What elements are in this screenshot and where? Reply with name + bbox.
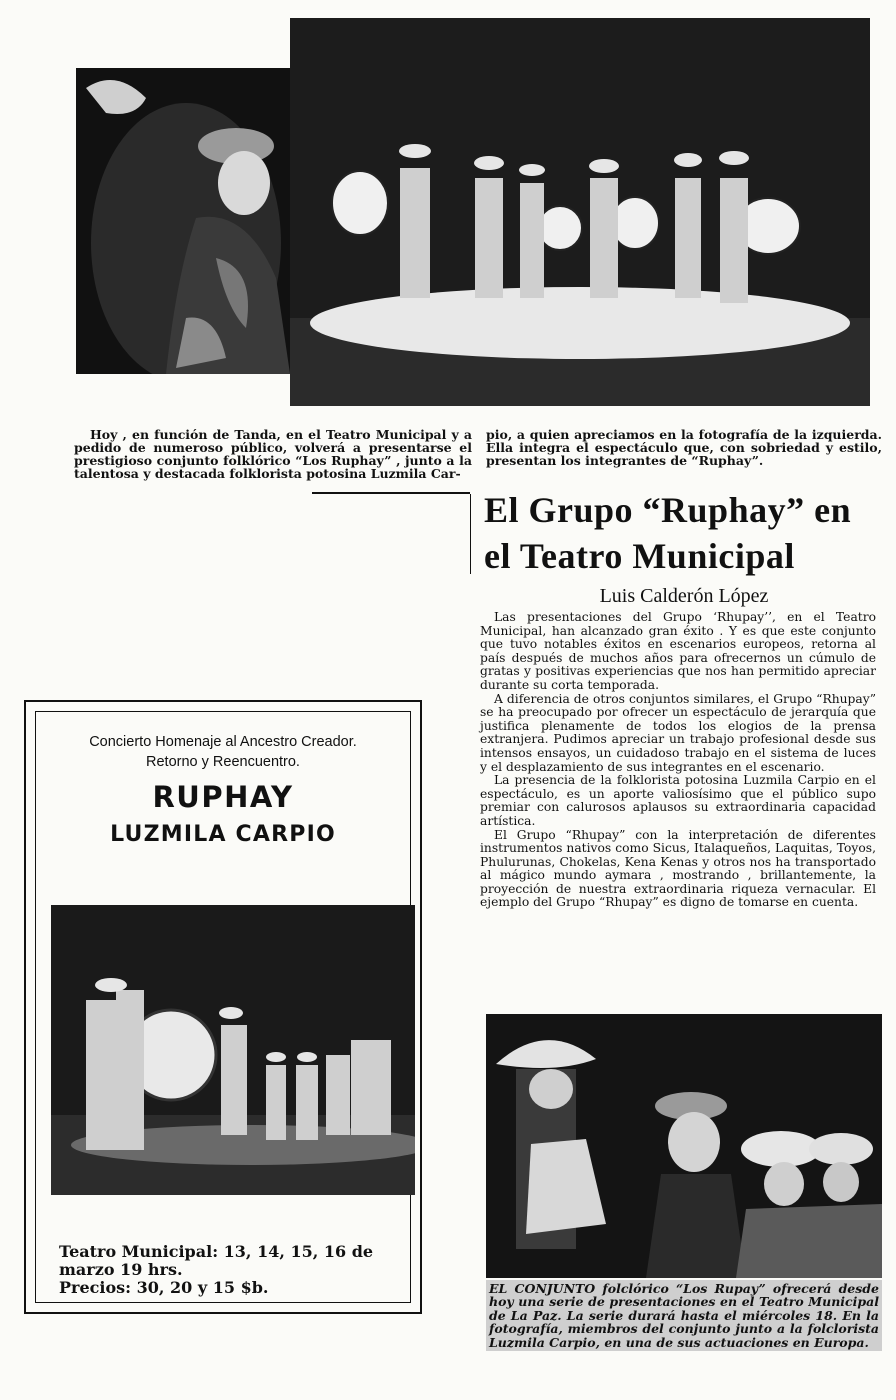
group-with-singer-photo (486, 1014, 882, 1278)
bottom-photo-caption: EL CONJUNTO folclórico “Los Rupay” ofrecerá desde hoy una serie de presentaciones en el Teatro Municipal de La Paz. La serie durará hasta el miércoles 18. En la fotografía, miembros del conjunto junto a la folclorista Luzmila Carpio, en una de sus actuaciones en Europa. (486, 1280, 882, 1351)
article-byline: Luis Calderón López (599, 585, 769, 607)
ad-artist-name: LUZMILA CARPIO (110, 822, 336, 847)
ad-prices: Precios: 30, 20 y 15 $b. (59, 1278, 269, 1297)
column-rule (470, 494, 471, 574)
divider-rule (312, 492, 470, 494)
advertisement-inner-border (35, 711, 411, 1303)
article-headline: El Grupo “Ruphay” en el Teatro Municipal (484, 490, 852, 576)
article-body (480, 611, 876, 910)
photo-caption-left: Hoy , en función de Tanda, en el Teatro Municipal y a pedido de numeroso público, volverá a presentarse el prestigioso conjunto folklórico “Los Ruphay” , junto a la talentosa y destacada folklorista potosina Luzmila Car- (74, 427, 472, 481)
ad-group-name: RUPHAY (152, 780, 294, 814)
article-paragraph: La presencia de la folklorista potosina Luzmila Carpio en el espectáculo, es un aporte valiosísimo que el público supo premiar con calurosos aplausos su extraordinaria capacidad artística. (480, 773, 876, 828)
article-paragraph: Las presentaciones del Grupo ‘Rhupay’’, en el Teatro Municipal, han alcanzado gran éxito . Y es que este conjunto que tuvo notables éxitos en escenarios europeos, retorna al país después de muchos años para ofrecernos un cúmulo de gratas y positivas experiencias que nos han permitido apreciar durante su corta temporada. (480, 610, 876, 692)
article-paragraph: A diferencia de otros conjuntos similares, el Grupo “Rhupay” se ha preocupado por ofrecer un espectáculo de jerarquía que justifica plenamente de todos los elogios de la prensa extranjera. Pudimos apreciar un trabajo profesional desde sus intensos ensayos, un cuidadoso trabajo en el sistema de luces y el desplazamiento de sus integrantes en el escenario. (480, 691, 876, 774)
ad-concert-photo (51, 905, 415, 1195)
singer-photo (76, 68, 290, 374)
ad-time: marzo 19 hrs. (59, 1260, 183, 1279)
ad-title-line-1: Concierto Homenaje al Ancestro Creador. (89, 734, 357, 750)
ad-title-line-2: Retorno y Reencuentro. (146, 754, 300, 770)
article-paragraph: El Grupo “Rhupay” con la interpretación de diferentes instrumentos nativos como Sicus, Italaqueños, Laquitas, Toyos, Phulurunas, Chokelas, Kena Kenas y otros nos ha transportado al mágico mundo aymara , mostrando , brillantemente, la proyección de nuestra extraordinaria riqueza vernacular. El ejemplo del Grupo “Rhupay” es digno de tomarse en cuenta. (480, 827, 876, 910)
ad-venue-dates: Teatro Municipal: 13, 14, 15, 16 de (59, 1242, 374, 1261)
photo-caption-right: pio, a quien apreciamos en la fotografía de la izquierda. Ella integra el espectáculo que, con sobriedad y estilo, presentan los integrantes de “Ruphay”. (486, 427, 882, 468)
concert-advertisement (24, 700, 422, 1314)
stage-drummers-photo (290, 18, 870, 406)
